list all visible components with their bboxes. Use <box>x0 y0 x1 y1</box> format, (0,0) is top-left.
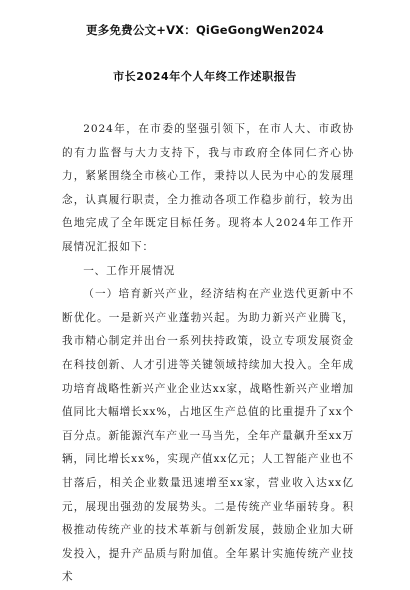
section-paragraph: （一）培育新兴产业，经济结构在产业迭代更新中不断优化。一是新兴产业蓬勃兴起。为助力新兴产业腾飞，我市精心制定并出台一系列扶持政策，设立专项发展资金在科技创新、人才引进等关键领域持续加大投入。全年成功培育战略性新兴产业企业达xx家，战略性新兴产业增加值同比大幅增长xx%，占地区生产总值的比重提升了xx个百分点。新能源汽车产业一马当先，全年产量飙升至xx万辆，同比增长xx%，实现产值xx亿元；人工智能产业也不甘落后，相关企业数量迅速增至xx家，营业收入达xx亿元，展现出强劲的发展势头。二是传统产业华丽转身。积极推动传统产业的技术革新与创新发展，鼓励企业加大研发投入，提升产品质与附加值。全年累计实施传统产业技术 <box>62 288 354 584</box>
document-title: 市长2024年个人年终工作述职报告 <box>113 70 297 83</box>
intro-paragraph: 2024年，在市委的坚强引领下，在市人大、市政协的有力监督与大力支持下，我与市政府全体同仁齐心协力，紧紧围绕全市核心工作，秉持以人民为中心的发展理念，认真履行职责，全力推动各项工作稳步前行，较为出色地完成了全年既定目标任务。现将本人2024年工作开展情况汇报如下： <box>62 123 354 253</box>
document-body <box>62 118 354 590</box>
section-heading: 一、工作开展情况 <box>83 264 176 277</box>
promo-header: 更多免费公文+VX：QiGeGongWen2024 <box>86 23 324 37</box>
